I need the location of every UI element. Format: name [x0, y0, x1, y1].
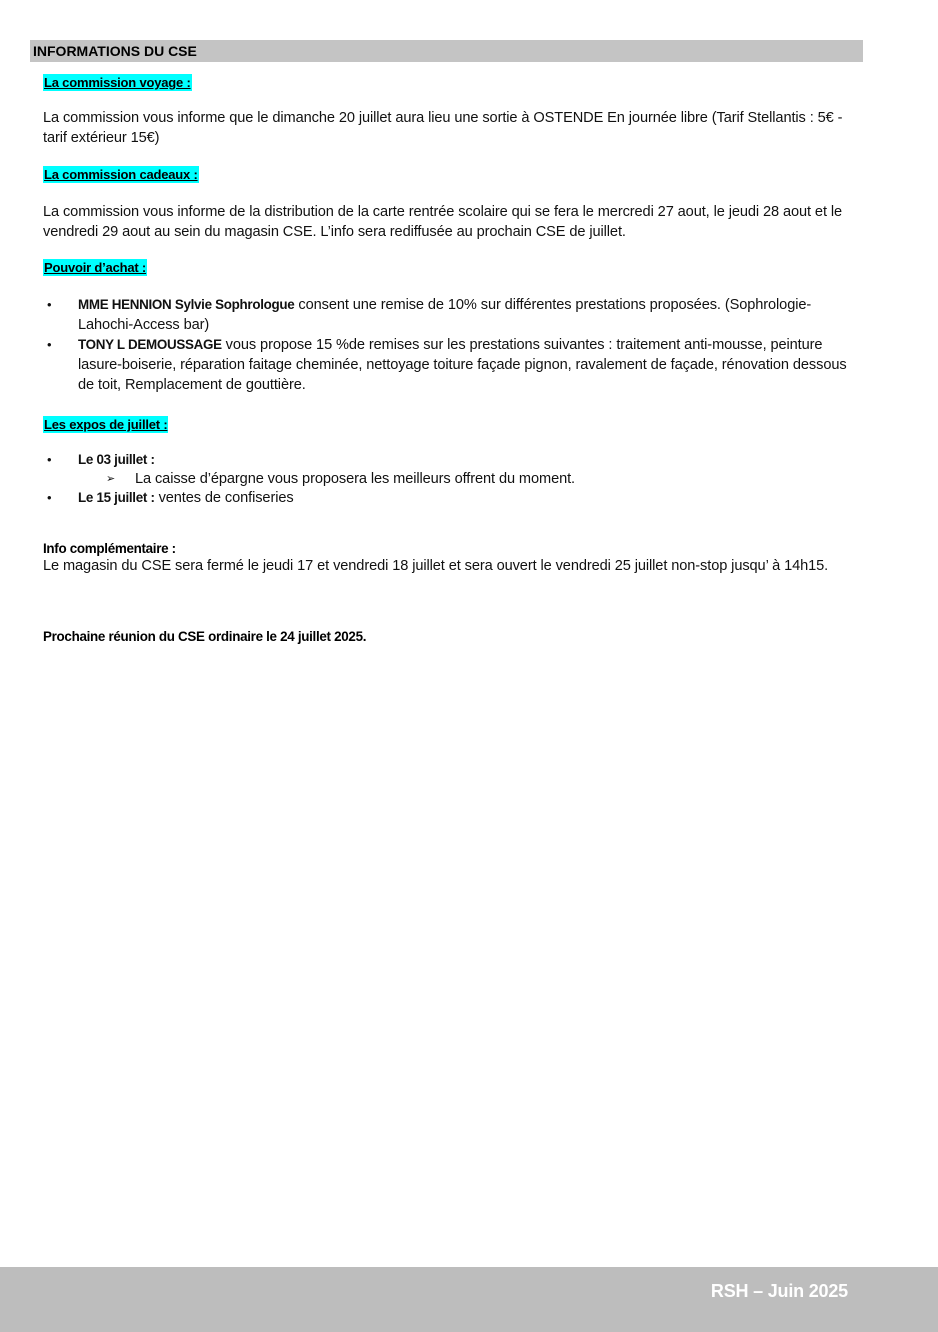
pouvoir-list [43, 295, 863, 395]
info-text: Le magasin du CSE sera fermé le jeudi 17 et vendredi 18 juillet et sera ouvert le vendredi 25 juillet non-stop jusqu’ à 14h15. [43, 558, 829, 574]
info-heading: Info complémentaire : [43, 541, 176, 556]
bullet: • [47, 452, 52, 467]
cadeaux-heading: La commission cadeaux : [44, 167, 198, 182]
offer-text: consent une remise de 10% sur différentes prestations proposées. (Sophrologie-Lahochi-Access bar) [78, 297, 812, 333]
bullet: • [47, 337, 52, 352]
voyage-heading: La commission voyage : [44, 75, 191, 90]
section-title: INFORMATIONS DU CSE [30, 40, 863, 62]
pouvoir-heading: Pouvoir d’achat : [44, 260, 147, 275]
arrow-icon: ➢ [106, 473, 116, 485]
list-item [43, 489, 863, 507]
voyage-text: La commission vous informe que le dimanche 20 juillet aura lieu une sortie à OSTENDE En journée libre (Tarif Stellantis : 5€ - tarif extérieur 15€) [43, 110, 843, 146]
cadeaux-text: La commission vous informe de la distribution de la carte rentrée scolaire qui se fera le mercredi 27 aout, le jeudi 28 aout et le vendredi 29 aout au sein du magasin CSE. L’info sera rediffusée au prochain CSE de juillet. [43, 204, 843, 240]
bullet: • [47, 297, 52, 312]
list-item [43, 335, 863, 395]
offer-text: vous propose 15 %de remises sur les prestations suivantes : traitement anti-mousse, peinture lasure-boiserie, réparation faitage cheminée, nettoyage toiture façade pignon, ravalement de façade, rénovation dessous de toit, Remplacement de gouttière. [78, 337, 847, 393]
bullet: • [47, 490, 52, 505]
list-item [43, 451, 863, 469]
expo-date: Le 15 juillet : [78, 490, 155, 505]
page-footer [0, 1267, 938, 1332]
offer-name: MME HENNION Sylvie Sophrologue [78, 297, 295, 312]
expo-text: ventes de confiseries [154, 490, 294, 506]
list-item [43, 469, 863, 489]
footer-label: RSH – Juin 2025 [710, 1281, 848, 1301]
expo-date: Le 03 juillet : [78, 452, 155, 467]
expos-heading: Les expos de juillet : [44, 417, 168, 432]
expos-list [43, 451, 863, 507]
list-item [43, 295, 863, 335]
offer-name: TONY L DEMOUSSAGE [78, 337, 222, 352]
expo-sub-text: La caisse d’épargne vous proposera les meilleurs offrent du moment. [135, 471, 576, 487]
next-meeting: Prochaine réunion du CSE ordinaire le 24 juillet 2025. [43, 629, 367, 644]
